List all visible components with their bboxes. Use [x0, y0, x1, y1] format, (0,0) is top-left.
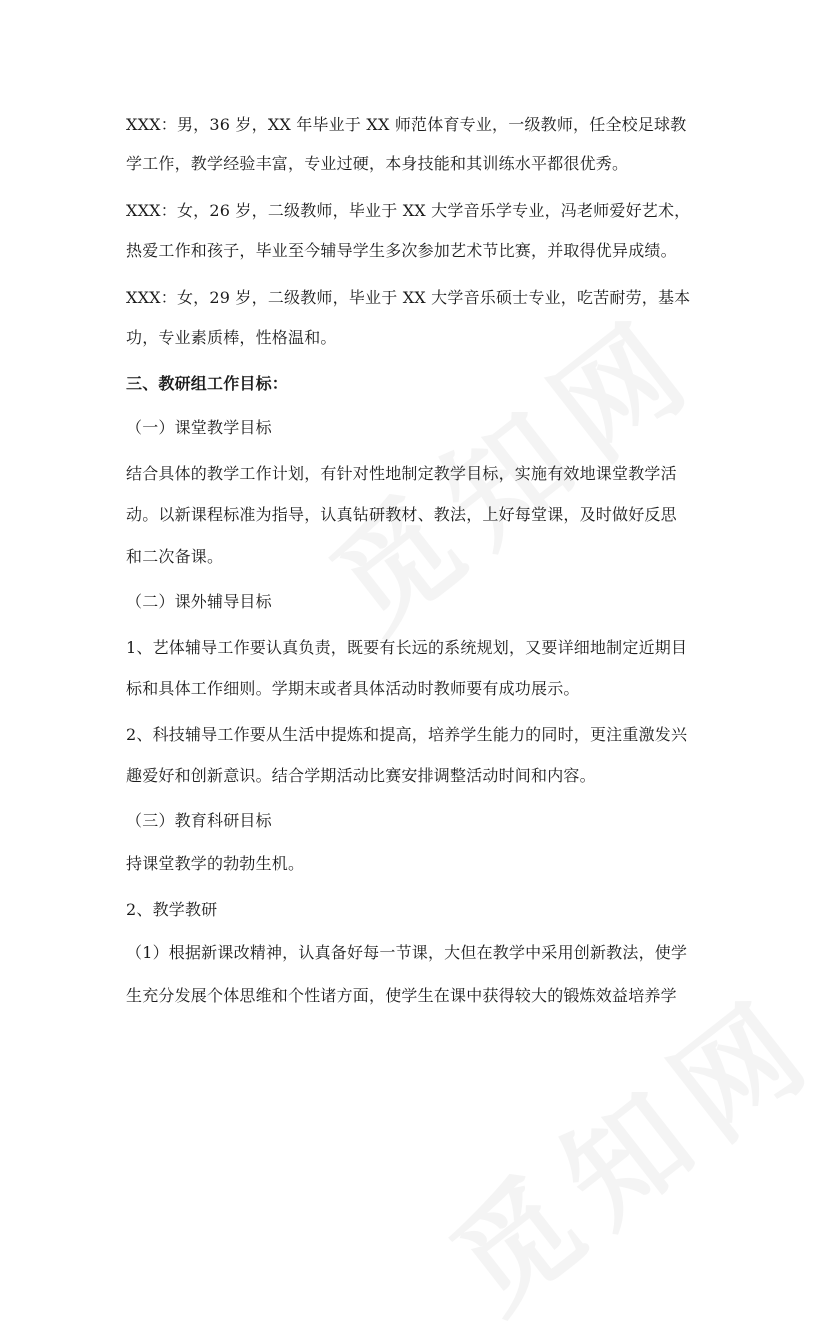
watermark — [412, 949, 830, 1343]
paragraph-line: XXX：男，36 岁，XX 年毕业于 XX 师范体育专业，一级教师，任全校足球教 — [126, 115, 687, 134]
paragraph-line: 热爱工作和孩子，毕业至今辅导学生多次参加艺术节比赛，并取得优异成绩。 — [126, 241, 677, 260]
paragraph-line: XXX：女，26 岁，二级教师，毕业于 XX 大学音乐学专业，冯老师爱好艺术， — [126, 201, 691, 220]
section-heading: 三、教研组工作目标： — [126, 374, 289, 393]
paragraph-line: 趣爱好和创新意识。结合学期活动比赛安排调整活动时间和内容。 — [126, 766, 596, 785]
paragraph-line: 学工作，教学经验丰富，专业过硬，本身技能和其训练水平都很优秀。 — [126, 154, 629, 173]
paragraph-line: 功，专业素质棒，性格温和。 — [126, 328, 337, 347]
paragraph-line: 生充分发展个体思维和个性诸方面，使学生在课中获得较大的锻炼效益培养学 — [126, 986, 677, 1005]
paragraph-line: 持课堂教学的勃勃生机。 — [126, 854, 305, 873]
paragraph-line: 标和具体工作细则。学期末或者具体活动时教师要有成功展示。 — [126, 679, 580, 698]
paragraph-line: 动。以新课程标准为指导，认真钻研教材、教法，上好每堂课，及时做好反思 — [126, 505, 677, 524]
paragraph-line: 2、科技辅导工作要从生活中提炼和提高，培养学生能力的同时，更注重激发兴 — [126, 725, 688, 744]
subsection-heading: （一）课堂教学目标 — [126, 418, 272, 437]
paragraph-line: 结合具体的教学工作计划，有针对性地制定教学目标，实施有效地课堂教学活 — [126, 464, 677, 483]
paragraph-line: 1、艺体辅导工作要认真负责，既要有长远的系统规划，又要详细地制定近期目 — [126, 638, 688, 657]
paragraph-line: （1）根据新课改精神，认真备好每一节课，大但在教学中采用创新教法，使学 — [126, 943, 688, 962]
paragraph-line: 和二次备课。 — [126, 547, 224, 566]
subsection-heading: （二）课外辅导目标 — [126, 592, 272, 611]
paragraph-line: XXX：女，29 岁，二级教师，毕业于 XX 大学音乐硕士专业，吃苦耐劳，基本 — [126, 288, 691, 307]
subsection-heading: （三）教育科研目标 — [126, 811, 272, 830]
paragraph-line: 2、教学教研 — [126, 900, 218, 919]
